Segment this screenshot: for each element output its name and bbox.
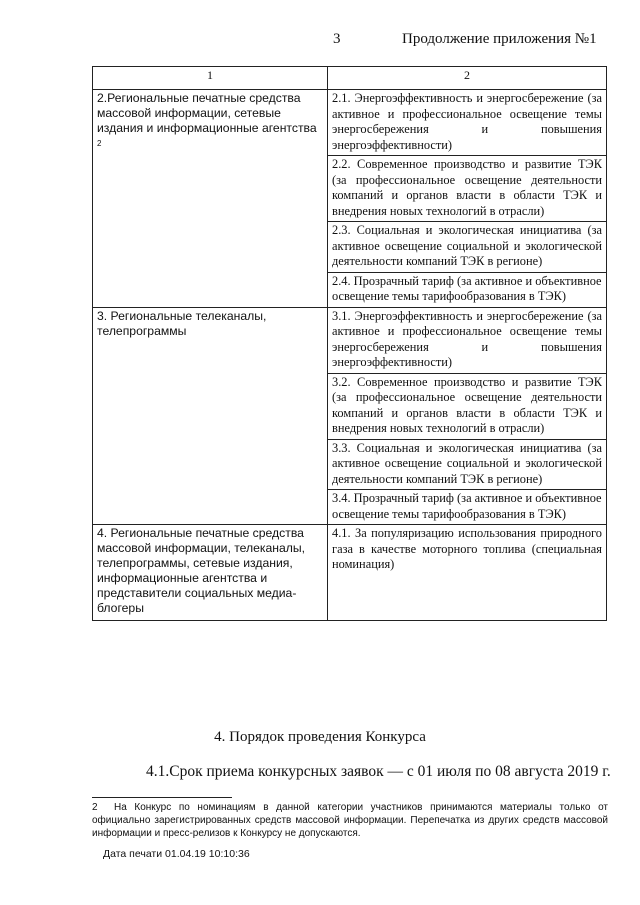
category-cell bbox=[93, 90, 328, 308]
section-heading: 4. Порядок проведения Конкурса bbox=[214, 729, 426, 745]
nomination-cell: 2.1. Энергоэффективность и энергосбережение (за активное и профессиональное освещение темы энергосбережения и повышения энергоэффективности) bbox=[328, 90, 607, 156]
category-cell bbox=[93, 525, 328, 621]
deadline-paragraph: 4.1.Срок приема конкурсных заявок — с 01 июля по 08 августа 2019 г. bbox=[146, 763, 611, 780]
nomination-cell: 2.3. Социальная и экологическая инициатива (за активное освещение социальной и экологической деятельности компаний ТЭК в регионе) bbox=[328, 222, 607, 273]
nomination-cell: 3.4. Прозрачный тариф (за активное и объективное освещение темы тарифообразования в ТЭК) bbox=[328, 490, 607, 525]
column-number-row bbox=[93, 67, 607, 90]
footnote bbox=[92, 801, 608, 840]
nomination-cell: 3.1. Энергоэффективность и энергосбережение (за активное и профессиональное освещение темы энергосбережения и повышения энергоэффективности) bbox=[328, 307, 607, 373]
table-row bbox=[93, 525, 607, 621]
nomination-cell: 3.2. Современное производство и развитие ТЭК (за профессиональное освещение деятельности компаний и органов власти в области ТЭК и внедрения новых технологий в отрасли) bbox=[328, 373, 607, 439]
footnote-ref: 2 bbox=[97, 139, 102, 148]
footnote-text: На Конкурс по номинациям в данной категории участников принимаются материалы только от официально зарегистрированных средств массовой информации. Перепечатка из других средств массовой информации и пресс-релизов к Конкурсу не допускаются. bbox=[92, 802, 608, 839]
nomination-cell: 3.3. Социальная и экологическая инициатива (за активное освещение социальной и экологической деятельности компаний ТЭК в регионе) bbox=[328, 439, 607, 490]
table-row bbox=[93, 307, 607, 373]
category-label: 2.Региональные печатные средства массовой информации, сетевые издания и информационные агентства bbox=[97, 91, 317, 135]
nominations-table bbox=[92, 66, 607, 621]
category-label: 4. Региональные печатные средства массовой информации, телеканалы, телепрограммы, сетевые издания, информационные агентства и представители социальных медиа-блогеры bbox=[97, 526, 306, 615]
category-cell bbox=[93, 307, 328, 525]
nomination-cell: 4.1. За популяризацию использования природного газа в качестве моторного топлива (специальная номинация) bbox=[328, 525, 607, 621]
footnote-number: 2 bbox=[92, 802, 98, 813]
appendix-title: Продолжение приложения №1 bbox=[402, 31, 597, 47]
print-date: Дата печати 01.04.19 10:10:36 bbox=[103, 848, 250, 860]
nomination-cell: 2.4. Прозрачный тариф (за активное и объективное освещение темы тарифообразования в ТЭК) bbox=[328, 272, 607, 307]
category-label: 3. Региональные телеканалы, телепрограммы bbox=[97, 308, 267, 338]
page-number: 3 bbox=[333, 31, 341, 47]
table-row bbox=[93, 90, 607, 156]
column-number: 2 bbox=[328, 67, 607, 90]
nomination-cell: 2.2. Современное производство и развитие ТЭК (за профессиональное освещение деятельности компаний и органов власти в области ТЭК и внедрения новых технологий в отрасли) bbox=[328, 156, 607, 222]
column-number: 1 bbox=[93, 67, 328, 90]
footnote-divider bbox=[92, 797, 232, 798]
